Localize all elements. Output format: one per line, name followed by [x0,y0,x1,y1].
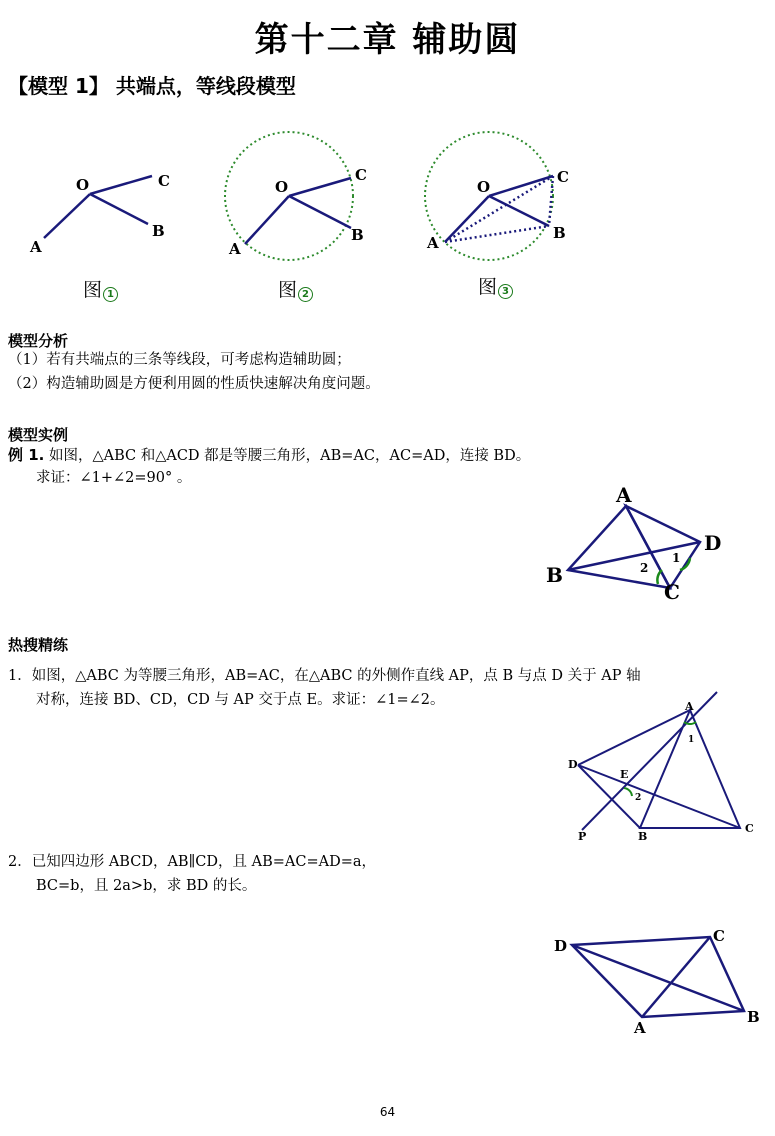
example-heading: 模型实例 [8,426,69,444]
example-prove: 求证：∠1+∠2=90° 。 [36,470,192,486]
ex-label-A: A [616,483,632,507]
fig1-label-C: C [158,172,170,190]
figure-2-caption [278,275,313,302]
q1-line-2: 对称，连接 BD、CD，CD 与 AP 交于点 E。求证：∠1=∠2。 [36,692,445,708]
fig3-label-C: C [557,168,569,186]
fig2-label-B: B [351,226,364,244]
ex-label-C: C [664,580,680,604]
q1-label-C: C [745,822,754,835]
circled-number-3: 3 [498,284,513,299]
q1-label-E: E [620,768,629,781]
q2-line-1: 2．已知四边形 ABCD，AB∥CD，且 AB=AC=AD=a， [8,854,376,870]
ex-angle-2: 2 [640,561,649,575]
analysis-point-1: （1）若有共端点的三条等线段，可考虑构造辅助圆； [8,352,351,368]
figure-1 [20,160,190,260]
analysis-heading: 模型分析 [8,332,69,350]
q1-label-A: A [685,700,694,713]
page-number: 64 [379,1105,396,1119]
example-text: 如图，△ABC 和△ACD 都是等腰三角形，AB=AC，AC=AD，连接 BD。 [48,448,531,464]
circled-number-1: 1 [103,287,118,302]
fig3-label-O: O [477,178,491,196]
q1-angle-2: 2 [635,793,642,803]
ex-label-D: D [704,531,722,555]
page-title: 第十二章 辅助圆 [254,20,521,60]
q2-line-2: BC=b，且 2a>b，求 BD 的长。 [36,878,257,894]
ex-angle-1: 1 [672,551,681,565]
caption-text: 图 [478,276,498,298]
q2-label-B: B [747,1008,760,1026]
fig3-label-A: A [427,234,439,252]
caption-text: 图 [278,279,298,301]
model-heading: 【模型 1】 共端点，等线段模型 [8,74,296,98]
q1-line-1: 1．如图，△ABC 为等腰三角形，AB=AC，在△ABC 的外侧作直线 AP，点 B 与点 D 关于 AP 轴 [8,668,641,684]
q1-label-P: P [578,830,587,843]
fig2-label-A: A [229,240,241,258]
figure-3-caption [478,272,513,299]
example-1 [8,445,530,466]
fig1-label-O: O [76,176,90,194]
fig2-label-O: O [275,178,289,196]
figure-2 [215,120,385,270]
q2-diagram [550,925,765,1040]
q1-diagram [560,690,765,850]
q1-label-B: B [638,830,648,843]
fig1-label-A: A [30,238,42,256]
ex-label-B: B [546,563,563,587]
example-label: 例 1. [8,446,45,464]
practice-heading: 热搜精练 [8,636,69,654]
caption-text: 图 [83,279,103,301]
figure-1-caption [83,275,118,302]
fig2-label-C: C [355,166,367,184]
q2-label-A: A [634,1019,646,1037]
q1-angle-1: 1 [688,735,695,745]
q2-label-D: D [554,937,568,955]
fig3-label-B: B [553,224,566,242]
q1-label-D: D [568,758,578,771]
figure-3 [415,120,585,270]
q2-label-C: C [713,927,725,945]
fig1-label-B: B [152,222,165,240]
circled-number-2: 2 [298,287,313,302]
analysis-point-2: （2）构造辅助圆是方便利用圆的性质快速解决角度问题。 [8,376,380,392]
example-diagram [540,478,730,608]
